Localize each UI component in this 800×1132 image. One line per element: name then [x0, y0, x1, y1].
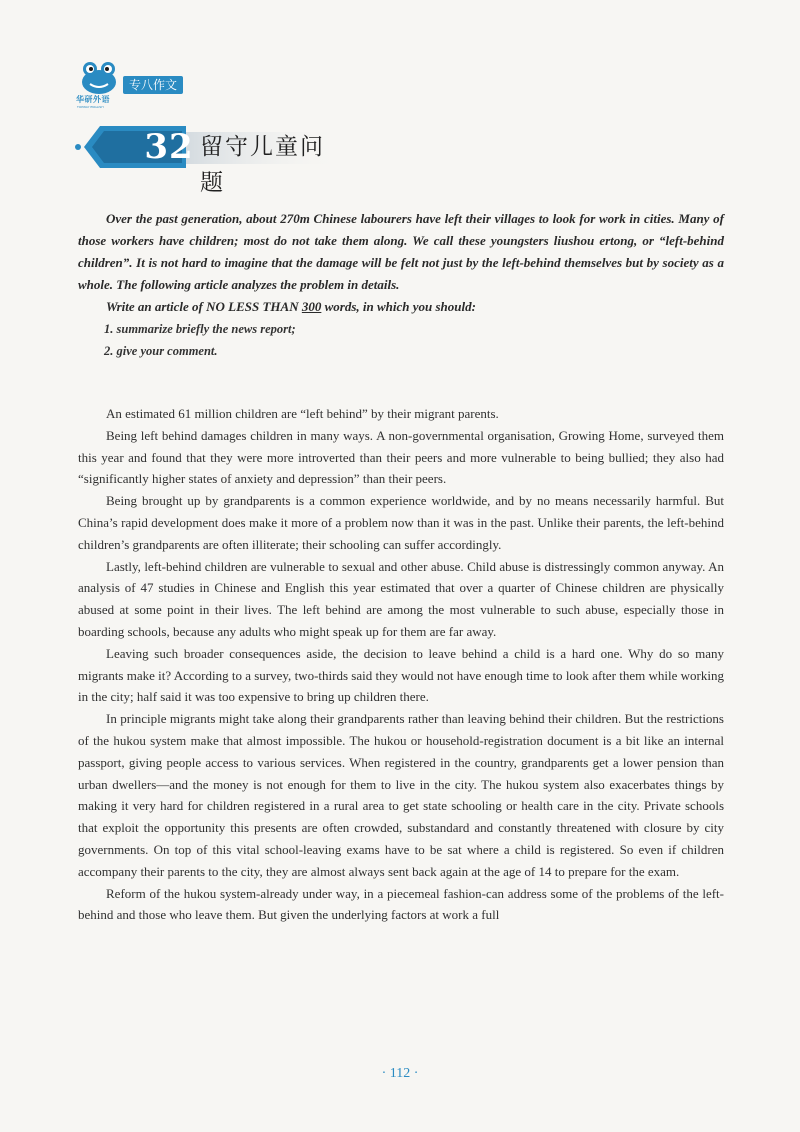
article-paragraph: Being brought up by grandparents is a common experience worldwide, and by no means necessarily harmful. But China’s rapid development does make it more of a problem now than it was in the past. Unlike their parents, the left-behind children’s grandparents are often illiterate; their schooling can suffer accordingly. [78, 493, 724, 552]
requirement-item: 1. summarize briefly the news report; [104, 322, 296, 336]
publisher-name: 华研外语 [76, 95, 110, 104]
chapter-title-band [74, 124, 344, 196]
frog-mascot-icon [78, 58, 120, 96]
article-body [78, 403, 724, 926]
requirement-item: 2. give your comment. [104, 344, 218, 358]
prompt-instruction [78, 296, 724, 318]
instruction-text-before: Write an article of NO LESS THAN [106, 299, 302, 314]
article-paragraph: Being left behind damages children in many ways. A non-governmental organisation, Growing Home, surveyed them this year and found that they were more introverted than their peers and more vulnerable to being bullied; they also had “significantly higher states of anxiety and depression” than their peers. [78, 427, 724, 487]
essay-prompt [78, 208, 724, 362]
chapter-number: 32 [144, 127, 194, 167]
article-paragraph: Reform of the hukou system-already under way, in a piecemeal fashion-can address some of the problems of the left-behind and those who leave them. But given the underlying factors at work a full [78, 885, 724, 923]
article-paragraph: Leaving such broader consequences aside, the decision to leave behind a child is a hard one. Why do so many migrants make it? According to a survey, two-thirds said they would not have enough time to look after them while working in the city; half said it was too expensive to bring up children there. [78, 645, 724, 705]
instruction-text-after: words, in which you should: [321, 299, 476, 314]
section-tag: 专八作文 [123, 76, 183, 94]
word-count: 300 [301, 299, 322, 314]
chapter-title: 留守儿童问题 [200, 134, 325, 196]
article-paragraph: Lastly, left-behind children are vulnerable to sexual and other abuse. Child abuse is distressingly common anyway. An analysis of 47 studies in Chinese and English this year estimated that over a quarter of Chinese children are physically abused at some point in their lives. The left behind are among the most vulnerable to such abuse, especially those in boarding schools, because any adults who might speak up for them are far away. [78, 558, 724, 639]
page-number: · 112 · [381, 1066, 419, 1081]
publisher-subname: TOPWAY ENGLISH [77, 105, 104, 109]
article-paragraph: An estimated 61 million children are “left behind” by their migrant parents. [106, 406, 499, 421]
publisher-logo [78, 58, 120, 96]
article-paragraph: In principle migrants might take along their grandparents rather than leaving behind their children. But the restrictions of the hukou system make that almost impossible. The hukou or household-registration document is a bit like an internal passport, giving people access to various services. When registered in the country, grandparents get a lower pension than urban dwellers—and the money is not enough for them to live in the city. The hukou system also exacerbates things by making it very hard for children registered in a rural area to get state schooling or health care in the city. Private schools that exploit the opportunity this presents are often crowded, substandard and constantly threatened with closure by city governments. On top of this vital school-leaving exams have to be sat where a child is registered. So even if children accompany their parents to the city, they are almost always sent back again at the age of 14 to prepare for the exam. [78, 711, 724, 879]
prompt-intro: Over the past generation, about 270m Chinese labourers have left their villages to look for work in cities. Many of those workers have children; most do not take them along. We call these youngsters liushou ertong, or “left-behind children”. It is not hard to imagine that the damage will be felt not just by the left-behind themselves but by society as a whole. The following article analyzes the problem in details. [78, 211, 724, 292]
